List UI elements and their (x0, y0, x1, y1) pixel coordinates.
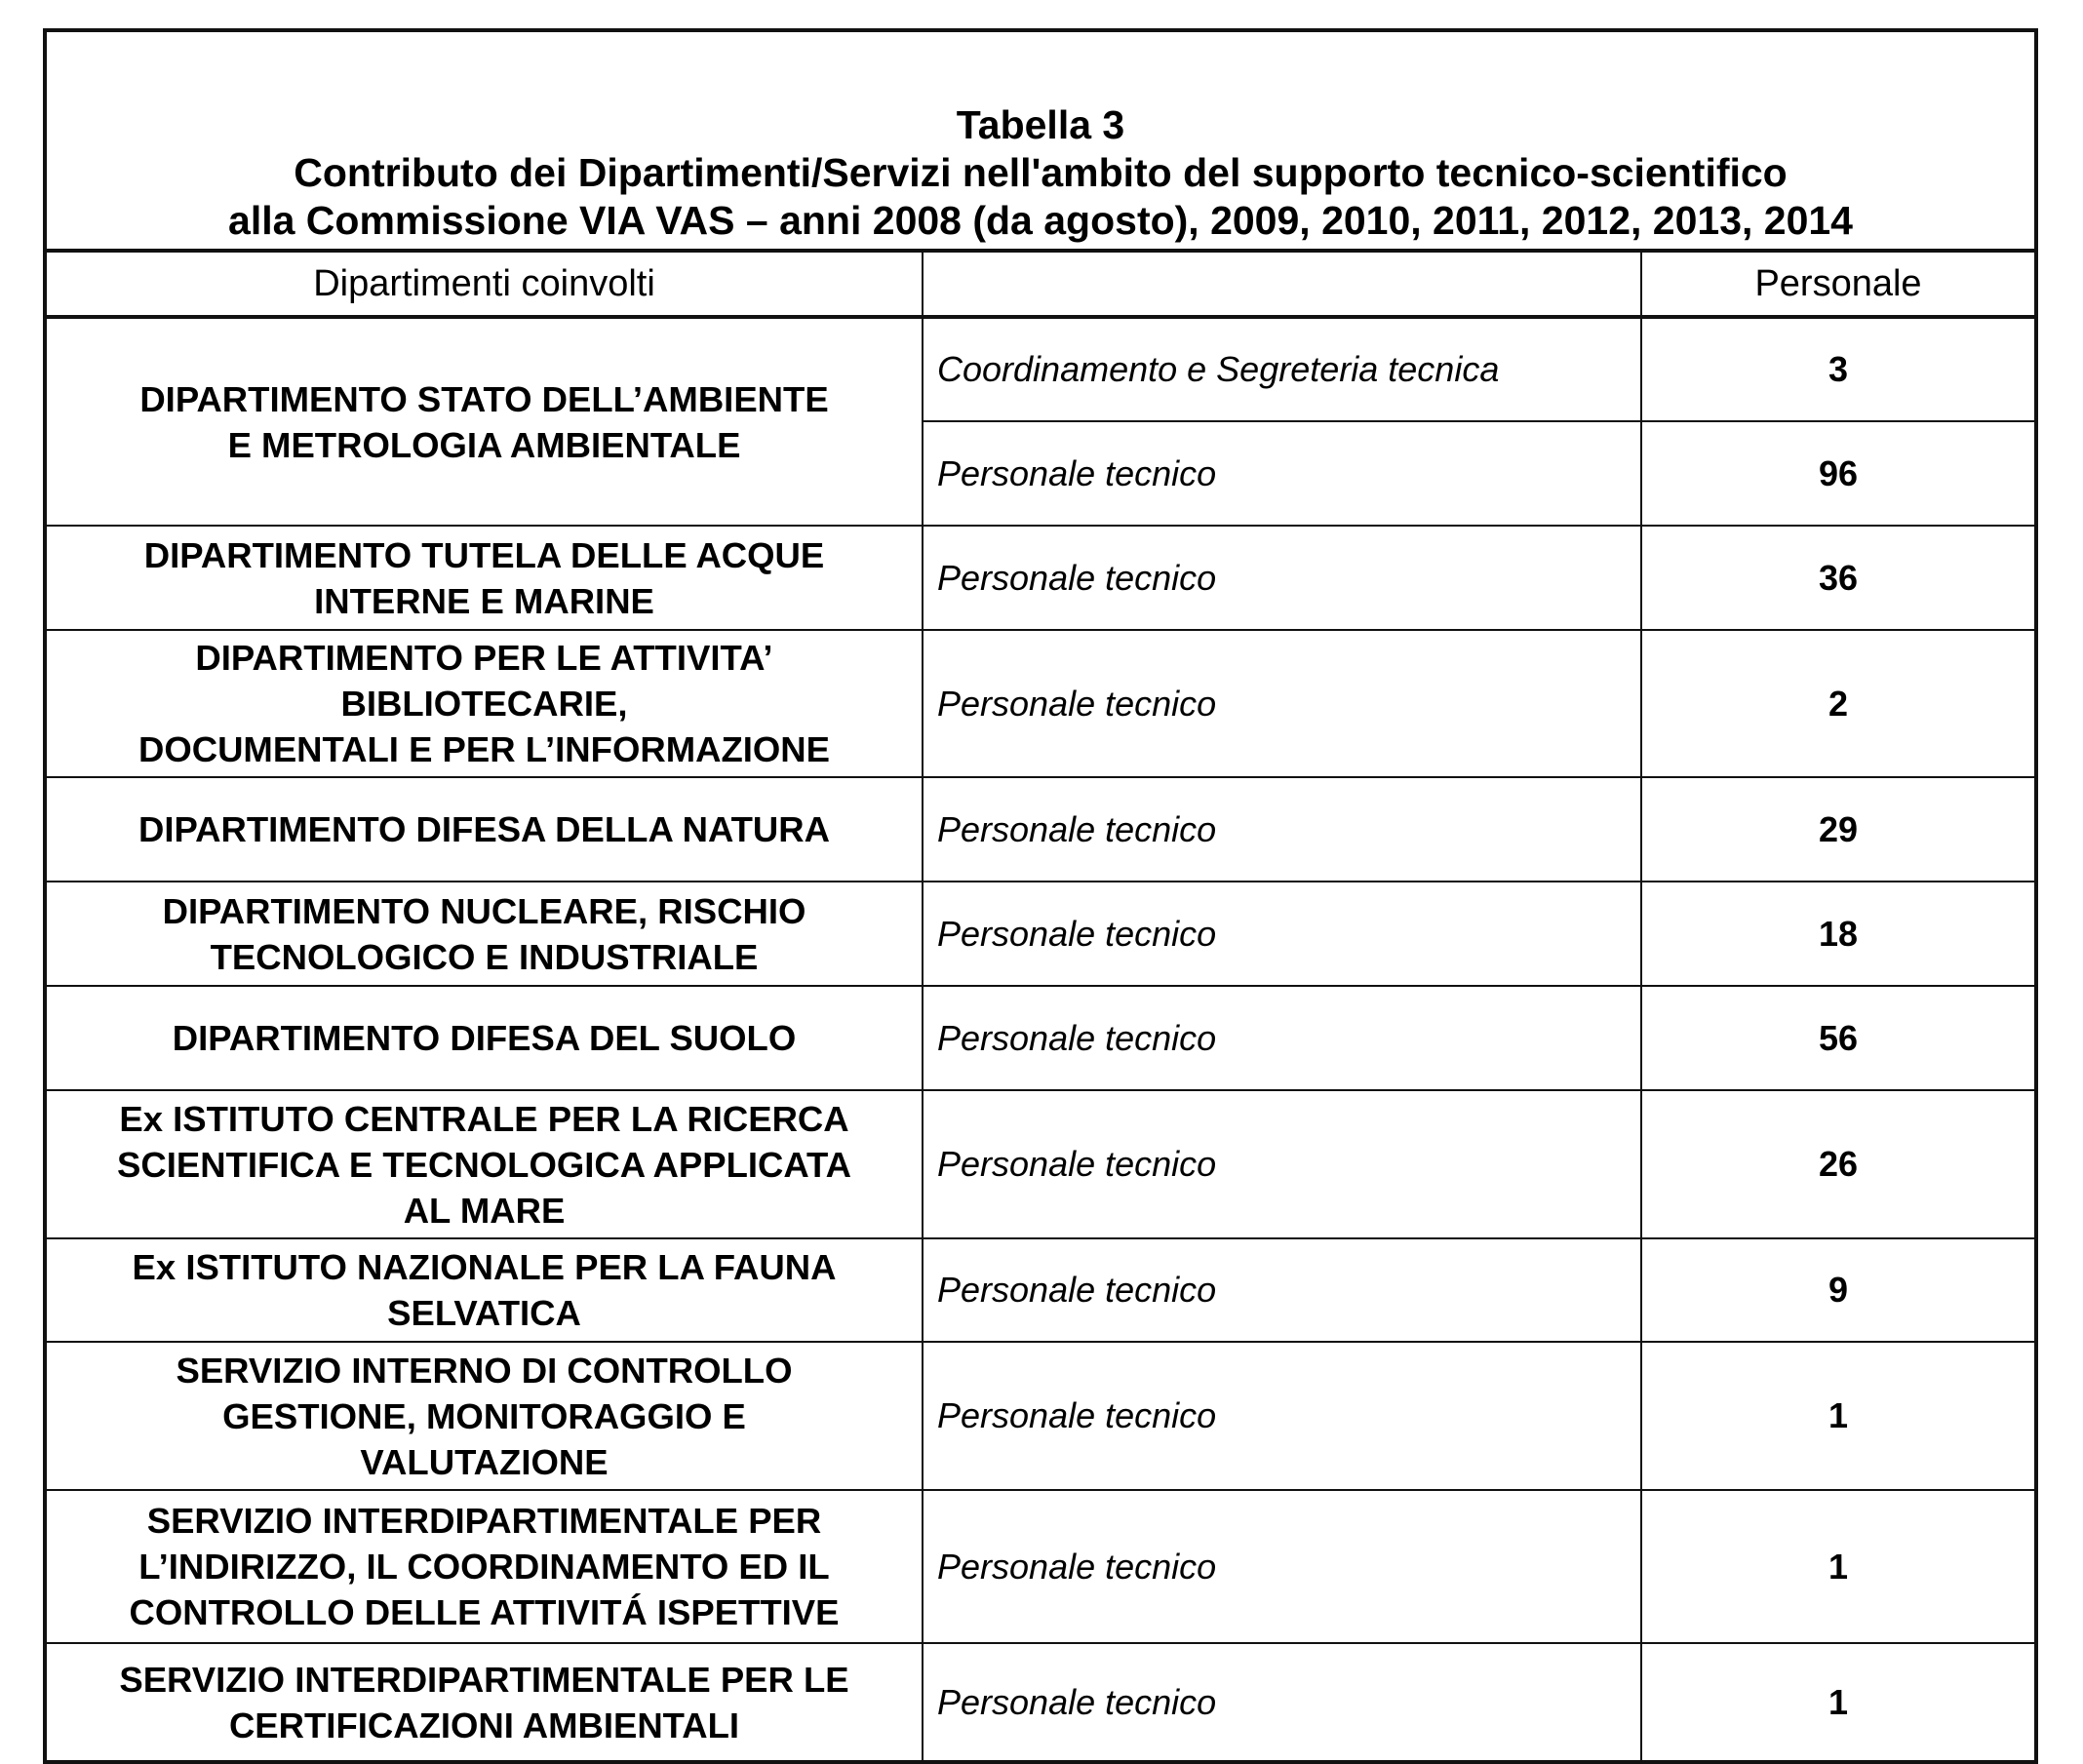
staff-count: 29 (1641, 777, 2036, 882)
staff-contribution-table (43, 28, 2038, 1764)
department-name-line: DIPARTIMENTO STATO DELL’AMBIENTE (139, 378, 829, 419)
department-name (45, 777, 923, 882)
table-title-line-2: alla Commissione VIA VAS – anni 2008 (da agosto), 2009, 2010, 2011, 2012, 2013, 2014 (228, 198, 1853, 243)
department-name-line: SERVIZIO INTERDIPARTIMENTALE PER LE (119, 1659, 849, 1700)
department-name (45, 630, 923, 777)
department-name (45, 1643, 923, 1762)
staff-role: Personale tecnico (923, 882, 1641, 986)
table-title (45, 30, 2036, 251)
department-name-line: DIPARTIMENTO TUTELA DELLE ACQUE (143, 534, 825, 575)
department-name-line: GESTIONE, MONITORAGGIO E (222, 1395, 746, 1436)
table-row (45, 1643, 2036, 1762)
department-name (45, 1090, 923, 1238)
department-name-line: Ex ISTITUTO CENTRALE PER LA RICERCA (119, 1098, 849, 1139)
department-name (45, 1490, 923, 1643)
department-name-line: SCIENTIFICA E TECNOLOGICA APPLICATA (117, 1144, 851, 1185)
staff-count: 26 (1641, 1090, 2036, 1238)
department-name (45, 317, 923, 526)
department-name-line: VALUTAZIONE (360, 1441, 609, 1482)
table-row (45, 1238, 2036, 1342)
department-name-line: DIPARTIMENTO NUCLEARE, RISCHIO (162, 890, 806, 931)
staff-role: Personale tecnico (923, 1238, 1641, 1342)
table-row (45, 630, 2036, 777)
department-name (45, 986, 923, 1090)
table-row (45, 1490, 2036, 1643)
staff-count: 56 (1641, 986, 2036, 1090)
staff-count: 1 (1641, 1342, 2036, 1490)
department-name-line: Ex ISTITUTO NAZIONALE PER LA FAUNA (132, 1247, 837, 1287)
table-row (45, 1342, 2036, 1490)
staff-count: 1 (1641, 1643, 2036, 1762)
department-name (45, 882, 923, 986)
department-name-line: L’INDIRIZZO, IL COORDINAMENTO ED IL (138, 1547, 830, 1587)
table-number: Tabella 3 (956, 102, 1125, 147)
department-name-line: AL MARE (403, 1190, 566, 1231)
department-name-line: CONTROLLO DELLE ATTIVITÁ ISPETTIVE (129, 1592, 840, 1632)
staff-count: 18 (1641, 882, 2036, 986)
department-name-line: DIPARTIMENTO DIFESA DEL SUOLO (172, 1018, 797, 1058)
staff-count: 9 (1641, 1238, 2036, 1342)
staff-role: Personale tecnico (923, 1643, 1641, 1762)
department-name-line: SERVIZIO INTERDIPARTIMENTALE PER (146, 1501, 822, 1541)
staff-role: Personale tecnico (923, 1490, 1641, 1643)
department-name-line: DIPARTIMENTO PER LE ATTIVITA’ (195, 638, 773, 678)
table-body (45, 317, 2036, 1762)
staff-role: Personale tecnico (923, 1090, 1641, 1238)
staff-count: 1 (1641, 1490, 2036, 1643)
staff-role: Personale tecnico (923, 421, 1641, 526)
staff-role: Coordinamento e Segreteria tecnica (923, 317, 1641, 421)
table-row (45, 317, 2036, 421)
staff-count: 2 (1641, 630, 2036, 777)
table-row (45, 882, 2036, 986)
staff-role: Personale tecnico (923, 1342, 1641, 1490)
staff-role: Personale tecnico (923, 630, 1641, 777)
department-name-line: SELVATICA (387, 1293, 581, 1333)
staff-count: 3 (1641, 317, 2036, 421)
department-name-line: TECNOLOGICO E INDUSTRIALE (210, 936, 759, 977)
department-name-line: DIPARTIMENTO DIFESA DELLA NATURA (138, 809, 831, 849)
department-name-line: INTERNE E MARINE (314, 580, 654, 621)
column-header-staff: Personale (1641, 251, 2036, 317)
staff-count: 36 (1641, 526, 2036, 630)
column-header-role (923, 251, 1641, 317)
department-name (45, 1238, 923, 1342)
department-name-line: BIBLIOTECARIE, (340, 684, 628, 724)
department-name-line: E METROLOGIA AMBIENTALE (227, 424, 741, 465)
staff-role: Personale tecnico (923, 777, 1641, 882)
table-row (45, 777, 2036, 882)
staff-role: Personale tecnico (923, 986, 1641, 1090)
staff-count: 96 (1641, 421, 2036, 526)
table-row (45, 1090, 2036, 1238)
table-row (45, 526, 2036, 630)
table-title-row (45, 30, 2036, 251)
table-header-row (45, 251, 2036, 317)
department-name-line: CERTIFICAZIONI AMBIENTALI (228, 1705, 740, 1745)
table-title-line-1: Contributo dei Dipartimenti/Servizi nell'ambito del supporto tecnico-scientifico (294, 150, 1788, 195)
department-name (45, 526, 923, 630)
table-row (45, 986, 2036, 1090)
staff-role: Personale tecnico (923, 526, 1641, 630)
department-name-line: DOCUMENTALI E PER L’INFORMAZIONE (138, 729, 831, 769)
column-header-department: Dipartimenti coinvolti (45, 251, 923, 317)
department-name (45, 1342, 923, 1490)
department-name-line: SERVIZIO INTERNO DI CONTROLLO (176, 1350, 793, 1391)
